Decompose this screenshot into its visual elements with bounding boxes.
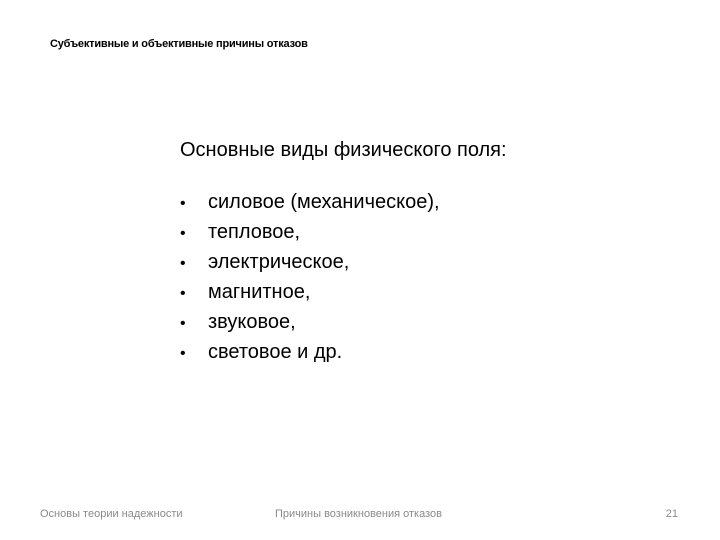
page-number: 21: [665, 508, 678, 520]
list-item: [180, 338, 660, 368]
slide-content: [180, 136, 660, 368]
list-item-text: магнитное,: [208, 281, 311, 303]
list-item-text: звуковое,: [208, 311, 296, 333]
list-item: [180, 278, 660, 308]
bullet-list: [180, 188, 660, 368]
list-item-text: тепловое,: [208, 221, 301, 243]
list-item: [180, 218, 660, 248]
list-item-text: электрическое,: [208, 251, 350, 273]
footer-course-title: Основы теории надежности: [40, 508, 183, 520]
bullet-icon: •: [180, 285, 186, 302]
list-item-text: световое и др.: [208, 341, 343, 363]
bullet-icon: •: [180, 345, 186, 362]
content-heading: Основные виды физического поля:: [180, 139, 507, 161]
bullet-icon: •: [180, 255, 186, 272]
list-item-text: силовое (механическое),: [208, 191, 440, 213]
bullet-icon: •: [180, 315, 186, 332]
list-item: [180, 188, 660, 218]
list-item: [180, 248, 660, 278]
bullet-icon: •: [180, 195, 186, 212]
slide-title: Субъективные и объективные причины отказов: [50, 38, 308, 50]
list-item: [180, 308, 660, 338]
footer-section-title: Причины возникновения отказов: [275, 508, 442, 520]
bullet-icon: •: [180, 225, 186, 242]
